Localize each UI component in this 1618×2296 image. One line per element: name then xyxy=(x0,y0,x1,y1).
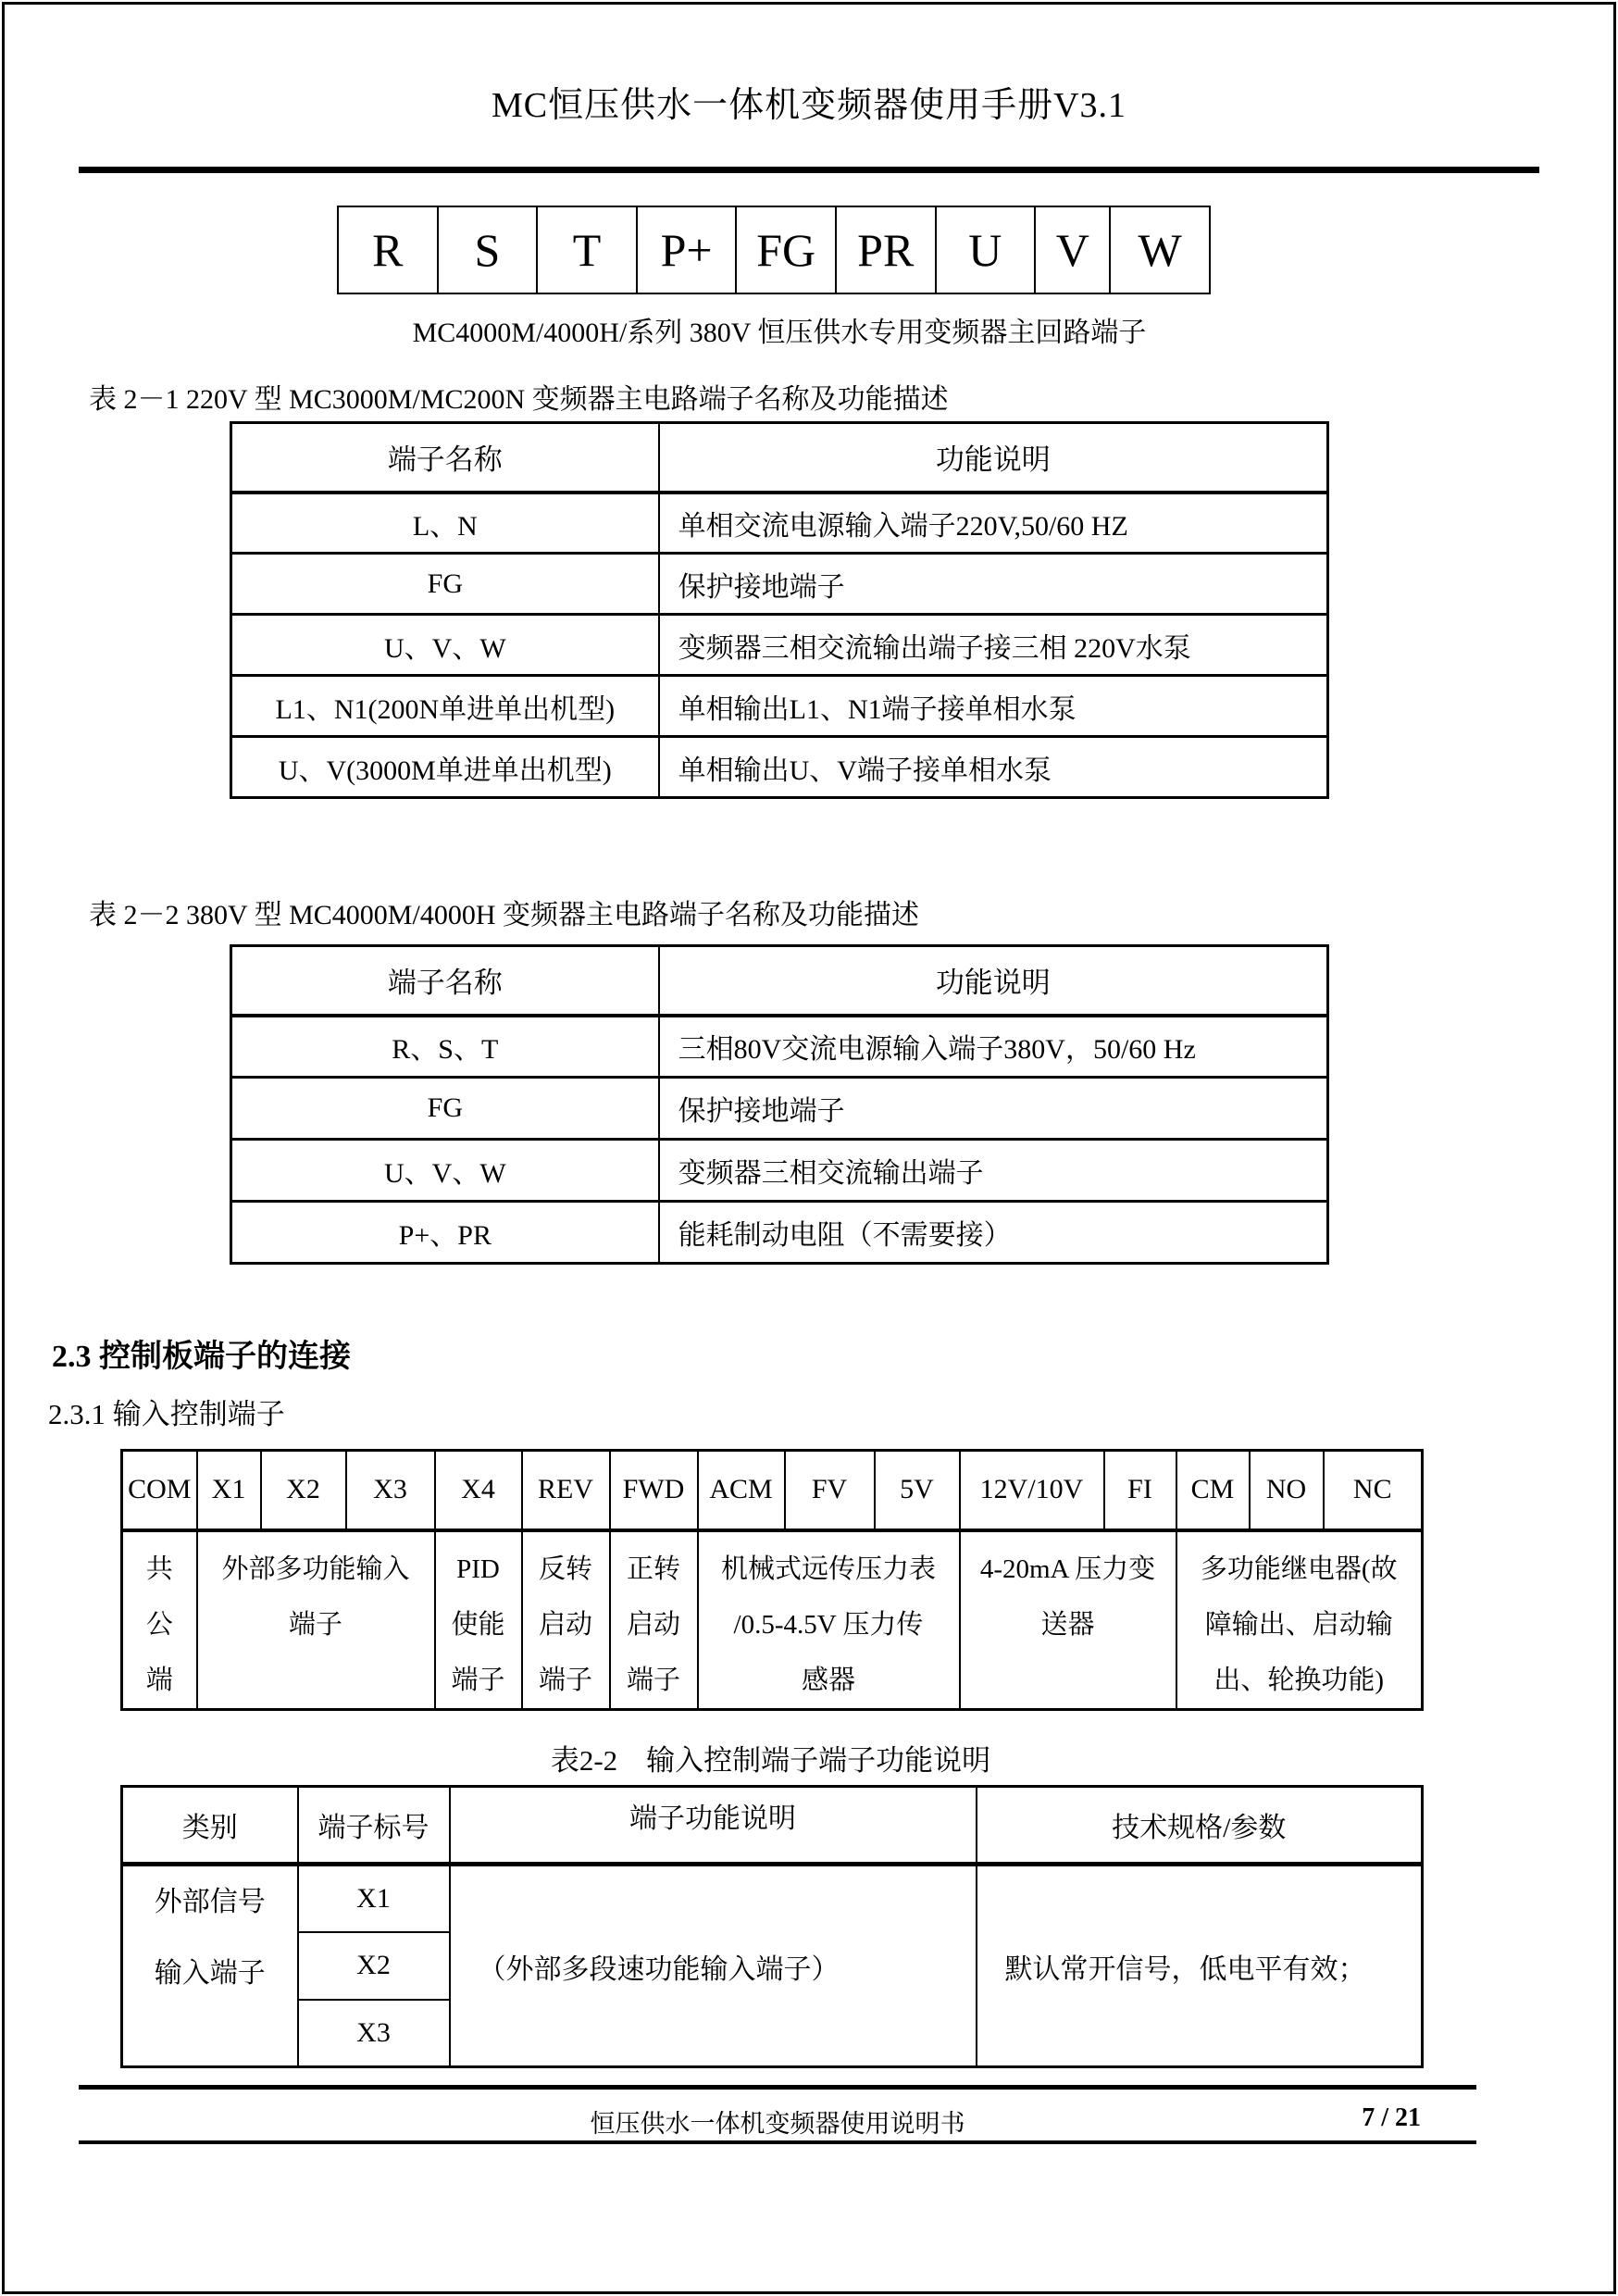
group-desc-pressure-gauge xyxy=(698,1530,960,1710)
table-380v-title: 表 2－2 380V 型 MC4000M/4000H 变频器主电路端子名称及功能描述 xyxy=(89,900,919,930)
desc-line: 反转 xyxy=(538,1554,592,1584)
terminal-id-x2: X2 xyxy=(298,1932,450,2000)
terminal-name: FG xyxy=(231,1078,659,1140)
page-number: 7 / 21 xyxy=(1362,2103,1421,2132)
terminal-cell-w: W xyxy=(1109,207,1209,293)
desc-line: 端子 xyxy=(626,1665,680,1695)
column-header-spec: 技术规格/参数 xyxy=(977,1787,1423,1865)
terminal-desc: 单相输出U、V端子接单相水泵 xyxy=(659,737,1328,798)
column-header-function-desc: 端子功能说明 xyxy=(450,1787,977,1865)
column-header-desc: 功能说明 xyxy=(659,946,1328,1016)
terminal-desc: 变频器三相交流输出端子 xyxy=(659,1140,1328,1202)
table-row xyxy=(231,737,1328,798)
desc-line: 启动 xyxy=(626,1609,680,1640)
table-row xyxy=(231,676,1328,737)
main-circuit-terminal-strip xyxy=(337,206,1211,294)
terminal-cell-pr: PR xyxy=(835,207,935,293)
table-row xyxy=(231,493,1328,554)
group-desc-common xyxy=(122,1530,197,1710)
terminal-cell-t: T xyxy=(536,207,636,293)
terminal-desc: 保护接地端子 xyxy=(659,554,1328,615)
footer-rule xyxy=(79,2085,1476,2090)
desc-line: 端子 xyxy=(451,1665,505,1695)
terminal-desc: 能耗制动电阻（不需要接） xyxy=(659,1202,1328,1264)
control-terminal-5v: 5V xyxy=(875,1451,960,1530)
terminal-desc: 保护接地端子 xyxy=(659,1078,1328,1140)
control-terminal-cm: CM xyxy=(1176,1451,1250,1530)
terminal-function-table xyxy=(120,1785,1424,2068)
terminal-desc: 单相输出L1、N1端子接单相水泵 xyxy=(659,676,1328,737)
control-terminal-x2: X2 xyxy=(261,1451,346,1530)
control-terminal-x1: X1 xyxy=(197,1451,261,1530)
desc-line xyxy=(198,1653,434,1708)
control-terminal-x3: X3 xyxy=(346,1451,435,1530)
column-header-terminal-id: 端子标号 xyxy=(298,1787,450,1865)
desc-line: 端 xyxy=(145,1665,173,1695)
category-cell xyxy=(122,1865,298,2067)
control-terminal-com: COM xyxy=(122,1451,197,1530)
function-table-header-row xyxy=(122,1787,1423,1865)
column-header-name: 端子名称 xyxy=(231,423,659,493)
control-terminal-fi: FI xyxy=(1104,1451,1176,1530)
group-desc-pid-enable xyxy=(435,1530,522,1710)
table-row xyxy=(122,1865,1423,1932)
table-row xyxy=(231,1078,1328,1140)
terminal-name: U、V(3000M单进单出机型) xyxy=(231,737,659,798)
function-desc-cell: （外部多段速功能输入端子） xyxy=(450,1865,977,2067)
terminal-name: R、S、T xyxy=(231,1016,659,1078)
group-desc-forward-start xyxy=(610,1530,698,1710)
table-row xyxy=(231,615,1328,676)
desc-line: 感器 xyxy=(801,1665,855,1695)
terminal-desc: 三相80V交流电源输入端子380V，50/60 Hz xyxy=(659,1016,1328,1078)
group-desc-reverse-start xyxy=(522,1530,610,1710)
control-terminal-12v10v: 12V/10V xyxy=(960,1451,1104,1530)
desc-line: 障输出、启动输 xyxy=(1204,1609,1393,1640)
desc-line: 共 xyxy=(145,1554,173,1584)
terminal-cell-v: V xyxy=(1034,207,1109,293)
category-line: 外部信号 xyxy=(154,1887,266,1917)
desc-line: 外部多功能输入 xyxy=(221,1554,410,1584)
desc-line xyxy=(961,1653,1176,1708)
terminal-name: L、N xyxy=(231,493,659,554)
group-desc-multifunction-input xyxy=(197,1530,435,1710)
control-terminal-desc-row xyxy=(122,1530,1423,1710)
desc-line: 端子 xyxy=(288,1609,342,1640)
footer-doc-title: 恒压供水一体机变频器使用说明书 xyxy=(590,2110,965,2138)
table-220v-terminals xyxy=(230,421,1329,799)
desc-line: 送器 xyxy=(1040,1609,1095,1640)
desc-line: 出、轮换功能) xyxy=(1214,1665,1385,1695)
terminal-cell-fg: FG xyxy=(735,207,835,293)
terminal-name: FG xyxy=(231,554,659,615)
header-rule xyxy=(79,167,1539,173)
control-terminal-fv: FV xyxy=(785,1451,875,1530)
desc-line: 公 xyxy=(145,1609,173,1640)
desc-line: /0.5-4.5V 压力传 xyxy=(733,1609,924,1640)
terminal-strip-caption: MC4000M/4000H/系列 380V 恒压供水专用变频器主回路端子 xyxy=(412,318,1147,348)
terminal-cell-u: U xyxy=(935,207,1035,293)
desc-line: 多功能继电器(故 xyxy=(1200,1554,1398,1584)
desc-line: 机械式远传压力表 xyxy=(720,1554,936,1584)
group-desc-pressure-transmitter xyxy=(960,1530,1176,1710)
control-terminal-rev: REV xyxy=(522,1451,610,1530)
desc-line: 正转 xyxy=(626,1554,680,1584)
desc-line: PID xyxy=(456,1554,500,1584)
terminal-id-x1: X1 xyxy=(298,1865,450,1932)
control-terminal-nc: NC xyxy=(1324,1451,1423,1530)
column-header-name: 端子名称 xyxy=(231,946,659,1016)
terminal-name: U、V、W xyxy=(231,615,659,676)
control-terminal-fwd: FWD xyxy=(610,1451,698,1530)
footer xyxy=(79,2103,1476,2140)
terminal-name: U、V、W xyxy=(231,1140,659,1202)
spec-cell: 默认常开信号，低电平有效； xyxy=(977,1865,1423,2067)
desc-line: 端子 xyxy=(538,1665,592,1695)
terminal-name: L1、N1(200N单进单出机型) xyxy=(231,676,659,737)
column-header-category: 类别 xyxy=(122,1787,298,1865)
table-row xyxy=(231,1202,1328,1264)
terminal-desc: 变频器三相交流输出端子接三相 220V水泵 xyxy=(659,615,1328,676)
desc-line: 使能 xyxy=(451,1609,505,1640)
group-desc-relay xyxy=(1176,1530,1423,1710)
table-220v-title: 表 2－1 220V 型 MC3000M/MC200N 变频器主电路端子名称及功能描述 xyxy=(89,384,949,415)
table-row xyxy=(231,1140,1328,1202)
control-terminal-no: NO xyxy=(1250,1451,1324,1530)
control-terminal-x4: X4 xyxy=(435,1451,522,1530)
section-heading-2-3: 2.3 控制板端子的连接 xyxy=(52,1340,351,1374)
column-header-desc: 功能说明 xyxy=(659,423,1328,493)
section-heading-2-3-1: 2.3.1 输入控制端子 xyxy=(48,1398,285,1430)
terminal-desc: 单相交流电源输入端子220V,50/60 HZ xyxy=(659,493,1328,554)
table-header-row xyxy=(231,946,1328,1016)
table-row xyxy=(231,554,1328,615)
control-terminal-acm: ACM xyxy=(698,1451,785,1530)
desc-line: 4-20mA 压力变 xyxy=(979,1554,1156,1584)
input-control-terminal-table xyxy=(120,1449,1424,1711)
table-380v-terminals xyxy=(230,944,1329,1265)
page-header-title: MC恒压供水一体机变频器使用手册V3.1 xyxy=(491,86,1127,125)
table-row xyxy=(231,1016,1328,1078)
terminal-name: P+、PR xyxy=(231,1202,659,1264)
desc-line: 启动 xyxy=(538,1609,592,1640)
terminal-cell-r: R xyxy=(372,224,404,276)
terminal-cell-s: S xyxy=(437,207,537,293)
control-terminal-header-row xyxy=(122,1451,1423,1530)
table-header-row xyxy=(231,423,1328,493)
terminal-id-x3: X3 xyxy=(298,2000,450,2067)
footer-rule xyxy=(79,2140,1476,2144)
category-line: 输入端子 xyxy=(154,1958,266,1989)
terminal-cell-p-plus: P+ xyxy=(636,207,736,293)
function-table-caption: 表2-2 输入控制端子端子功能说明 xyxy=(550,1744,991,1777)
